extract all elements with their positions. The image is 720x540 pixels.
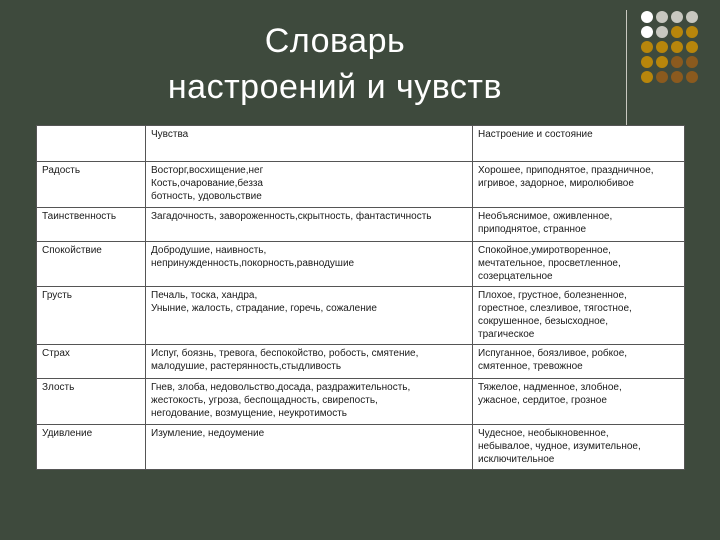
feelings-cell xyxy=(146,379,473,425)
cell-text-line: исключительное xyxy=(478,454,555,465)
header-cell-feelings: Чувства xyxy=(146,126,473,162)
cell-text-line: игривое, задорное, миролюбивое xyxy=(478,178,634,189)
decorative-dot xyxy=(641,56,653,68)
cell-text-line: жестокость, угроза, беспощадность, свирепость, xyxy=(151,395,378,406)
cell-text-line: Плохое, грустное, болезненное, xyxy=(478,290,627,301)
cell-text-line: Спокойное,умиротворенное, xyxy=(478,245,611,256)
feelings-cell xyxy=(146,208,473,242)
moods-cell xyxy=(473,287,685,345)
cell-text-line: Кость,очарование,безза xyxy=(151,178,263,189)
cell-text-line: Чудесное, необыкновенное, xyxy=(478,428,609,439)
table-row xyxy=(37,208,685,242)
cell-text-line: Необъяснимое, оживленное, xyxy=(478,211,613,222)
title-line-2: настроений и чувств xyxy=(167,68,503,106)
cell-text-line: ботность, удовольствие xyxy=(151,191,262,202)
decorative-dot xyxy=(686,26,698,38)
decorative-dot xyxy=(686,41,698,53)
emotion-name-cell: Грусть xyxy=(37,287,146,345)
decorative-dot xyxy=(656,26,668,38)
emotion-name-cell: Удивление xyxy=(37,425,146,470)
table-row xyxy=(37,345,685,379)
emotion-name-cell: Таинственность xyxy=(37,208,146,242)
decorative-dot xyxy=(686,71,698,83)
header-cell-moods: Настроение и состояние xyxy=(473,126,685,162)
table-row xyxy=(37,425,685,470)
decorative-dot xyxy=(671,11,683,23)
header-cell-name xyxy=(37,126,146,162)
feelings-cell xyxy=(146,425,473,470)
feelings-cell xyxy=(146,242,473,287)
feelings-cell xyxy=(146,287,473,345)
cell-text-line: Тяжелое, надменное, злобное, xyxy=(478,382,622,393)
cell-text-line: созерцательное xyxy=(478,271,553,282)
title-line-1: Словарь xyxy=(264,22,406,60)
table-row xyxy=(37,379,685,425)
cell-text-line: приподнятое, странное xyxy=(478,224,587,235)
emotion-name-cell: Злость xyxy=(37,379,146,425)
feelings-cell xyxy=(146,345,473,379)
emotion-name-cell: Страх xyxy=(37,345,146,379)
decorative-dot xyxy=(656,56,668,68)
cell-text-line: небывалое, чудное, изумительное, xyxy=(478,441,641,452)
decorative-dot xyxy=(656,11,668,23)
decorative-dot xyxy=(656,41,668,53)
decorative-dot xyxy=(686,56,698,68)
cell-text-line: Испуганное, боязливое, робкое, xyxy=(478,348,628,359)
decorative-dot xyxy=(671,26,683,38)
decorative-dot-grid xyxy=(641,11,698,83)
decorative-dot xyxy=(641,11,653,23)
decorative-dot xyxy=(671,71,683,83)
cell-text-line: малодушие, растерянность,стыдливость xyxy=(151,361,342,372)
table-row xyxy=(37,162,685,208)
cell-text-line: ужасное, сердитое, грозное xyxy=(478,395,607,406)
cell-text-line: смятенное, тревожное xyxy=(478,361,583,372)
cell-text-line: Гнев, злоба, недовольство,досада, раздражительность, xyxy=(151,382,411,393)
decorative-dot xyxy=(641,41,653,53)
decorative-vertical-line xyxy=(626,10,627,132)
decorative-dot xyxy=(671,56,683,68)
table-row xyxy=(37,242,685,287)
cell-text-line: сокрушенное, безысходное, xyxy=(478,316,609,327)
moods-cell xyxy=(473,162,685,208)
moods-cell xyxy=(473,345,685,379)
cell-text-line: Добродушие, наивность, xyxy=(151,245,267,256)
cell-text-line: мечтательное, просветленное, xyxy=(478,258,621,269)
decorative-dot xyxy=(671,41,683,53)
moods-cell xyxy=(473,425,685,470)
cell-text-line: Изумление, недоумение xyxy=(151,428,265,439)
feelings-cell xyxy=(146,162,473,208)
slide-title xyxy=(100,18,570,110)
cell-text-line: Уныние, жалость, страдание, горечь, сожаление xyxy=(151,303,377,314)
decorative-dot xyxy=(686,11,698,23)
table-header-row xyxy=(37,126,685,162)
cell-text-line: непринужденность,покорность,равнодушие xyxy=(151,258,355,269)
cell-text-line: Хорошее, приподнятое, праздничное, xyxy=(478,165,654,176)
table-row xyxy=(37,287,685,345)
mood-dictionary-table xyxy=(36,125,685,470)
cell-text-line: Испуг, боязнь, тревога, беспокойство, робость, смятение, xyxy=(151,348,419,359)
cell-text-line: Печаль, тоска, хандра, xyxy=(151,290,258,301)
moods-cell xyxy=(473,242,685,287)
decorative-dot xyxy=(656,71,668,83)
cell-text-line: трагическое xyxy=(478,329,535,340)
emotion-name-cell: Радость xyxy=(37,162,146,208)
decorative-dot xyxy=(641,26,653,38)
moods-cell xyxy=(473,379,685,425)
cell-text-line: негодование, возмущение, неукротимость xyxy=(151,408,348,419)
cell-text-line: горестное, слезливое, тягостное, xyxy=(478,303,632,314)
emotion-name-cell: Спокойствие xyxy=(37,242,146,287)
moods-cell xyxy=(473,208,685,242)
cell-text-line: Восторг,восхищение,нег xyxy=(151,165,264,176)
cell-text-line: Загадочность, завороженность,скрытность, фантастичность xyxy=(151,211,432,222)
decorative-dot xyxy=(641,71,653,83)
